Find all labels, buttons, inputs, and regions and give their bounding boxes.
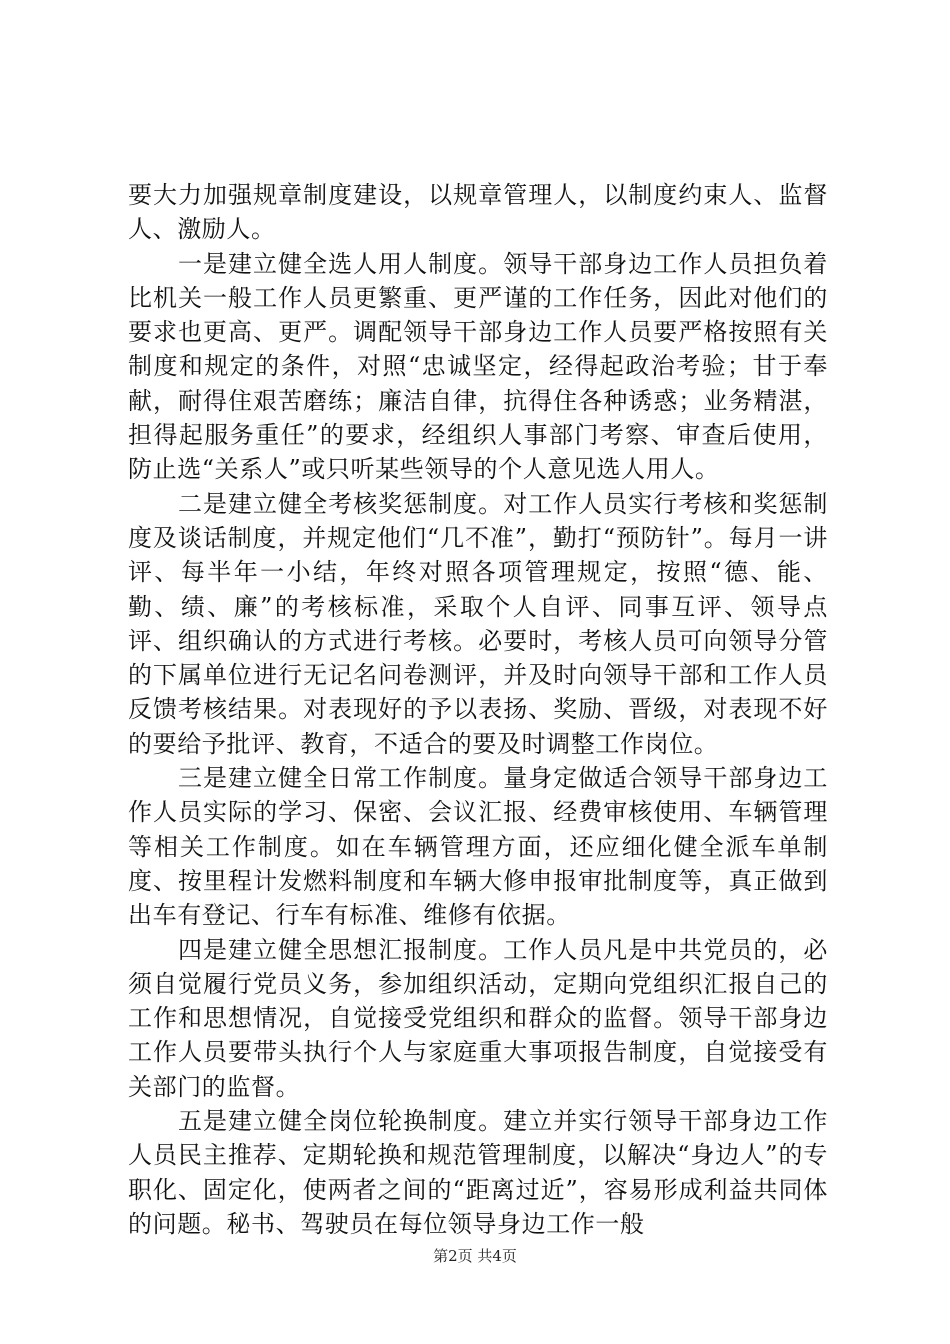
- paragraph-assessment-system: 二是建立健全考核奖惩制度。对工作人员实行考核和奖惩制度及谈话制度，并规定他们“几不准”，勤打“预防针”。每月一讲评、每半年一小结，年终对照各项管理规定，按照“德、能、勤、绩、廉”的考核标准，采取个人自评、同事互评、领导点评、组织确认的方式进行考核。必要时，考核人员可向领导分管的下属单位进行无记名问卷测评，并及时向领导干部和工作人员反馈考核结果。对表现好的予以表扬、奖励、晋级，对表现不好的要给予批评、教育，不适合的要及时调整工作岗位。: [128, 489, 828, 758]
- paragraph-intro: 要大力加强规章制度建设，以规章管理人，以制度约束人、监督人、激励人。: [128, 181, 828, 244]
- paragraph-thought-report-system: 四是建立健全思想汇报制度。工作人员凡是中共党员的，必须自觉履行党员义务，参加组织活动，定期向党组织汇报自己的工作和思想情况，自觉接受党组织和群众的监督。领导干部身边工作人员要带头执行个人与家庭重大事项报告制度，自觉接受有关部门的监督。: [128, 935, 828, 1101]
- page-number-footer: 第2页 共4页: [433, 1247, 517, 1265]
- paragraph-rotation-system: 五是建立健全岗位轮换制度。建立并实行领导干部身边工作人员民主推荐、定期轮换和规范管理制度，以解决“身边人”的专职化、固定化，使两者之间的“距离过近”，容易形成利益共同体的问题。秘书、驾驶员在每位领导身边工作一般: [128, 1107, 828, 1238]
- document-body: [128, 178, 828, 1241]
- paragraph-daily-work-system: 三是建立健全日常工作制度。量身定做适合领导干部身边工作人员实际的学习、保密、会议汇报、经费审核使用、车辆管理等相关工作制度。如在车辆管理方面，还应细化健全派车单制度、按里程计发燃料制度和车辆大修申报审批制度等，真正做到出车有登记、行车有标准、维修有依据。: [128, 764, 828, 930]
- paragraph-selection-system: 一是建立健全选人用人制度。领导干部身边工作人员担负着比机关一般工作人员更繁重、更严谨的工作任务，因此对他们的要求也更高、更严。调配领导干部身边工作人员要严格按照有关制度和规定的条件，对照“忠诚坚定，经得起政治考验；甘于奉献，耐得住艰苦磨练；廉洁自律，抗得住各种诱惑；业务精湛，担得起服务重任”的要求，经组织人事部门考察、审查后使用，防止选“关系人”或只听某些领导的个人意见选人用人。: [128, 249, 828, 484]
